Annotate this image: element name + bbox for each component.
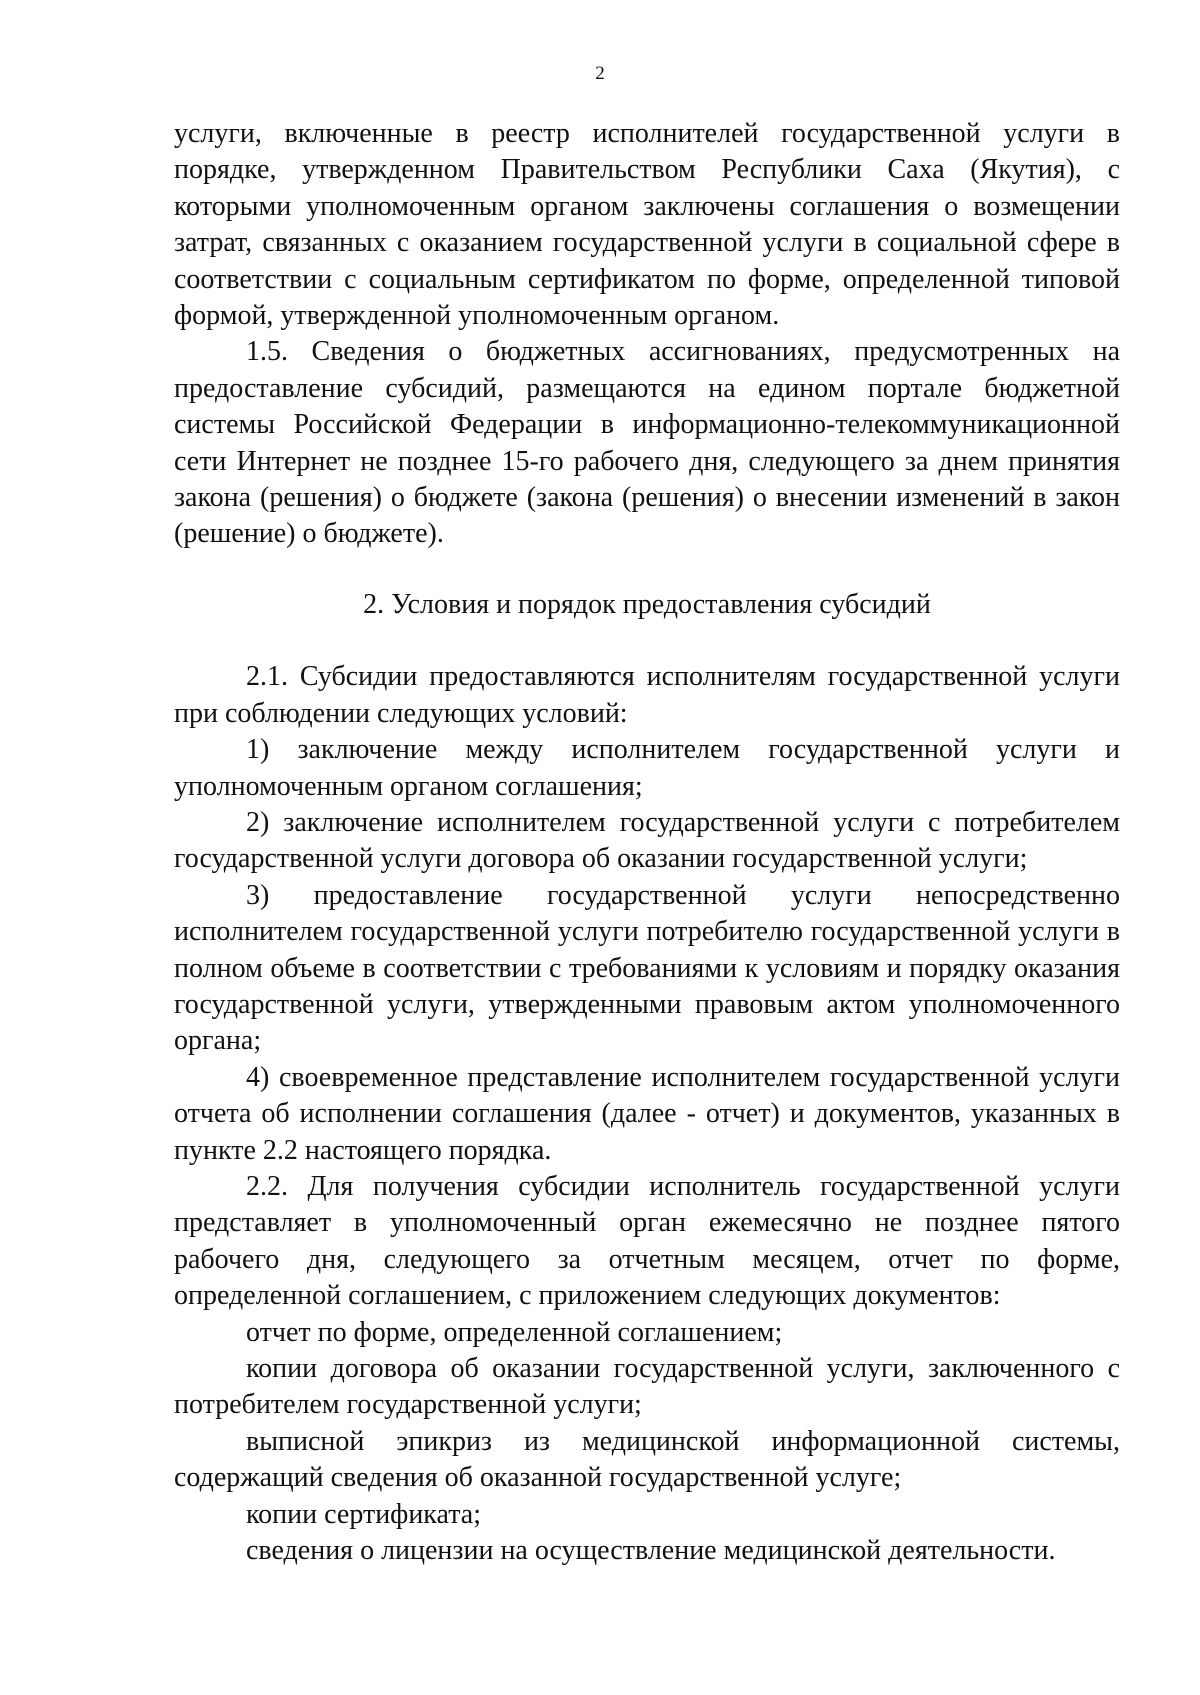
condition-4: 4) своевременное представление исполнителем государственной услуги отчета об исполнении соглашения (далее - отчет) и документов, указанных в пункте 2.2 настоящего порядка.	[174, 1061, 1120, 1166]
document-item-license-info: сведения о лицензии на осуществление медицинской деятельности.	[246, 1535, 1056, 1567]
page-number: 2	[595, 63, 605, 84]
condition-3: 3) предоставление государственной услуги непосредственно исполнителем государственной услуги потребителю государственной услуги в полном объеме в соответствии с требованиями к условиям и порядку оказания государственной услуги, утвержденными правовым актом уполномоченного органа;	[174, 879, 1120, 1057]
document-item-epicrisis: выписной эпикриз из медицинской информационной системы, содержащий сведения об оказанной государственной услуге;	[174, 1425, 1120, 1494]
section-heading: 2. Условия и порядок предоставления субсидий	[363, 588, 931, 620]
document-item-contract-copies: копии договора об оказании государственной услуги, заключенного с потребителем государственной услуги;	[174, 1353, 1120, 1421]
paragraph-continuation: услуги, включенные в реестр исполнителей государственной услуги в порядке, утвержденном Правительством Республики Саха (Якутия), с которыми уполномоченным органом заключены соглашения о возмещении затрат, связанных с оказанием государственной услуги в социальной сфере в соответствии с социальным сертификатом по форме, определенной типовой формой, утвержденной уполномоченным органом.	[174, 118, 1120, 332]
document-item-report: отчет по форме, определенной соглашением;	[246, 1316, 783, 1348]
condition-2: 2) заключение исполнителем государственной услуги с потребителем государственной услуги договора об оказании государственной услуги;	[174, 806, 1120, 875]
condition-1: 1) заключение между исполнителем государственной услуги и уполномоченным органом соглашения;	[174, 734, 1120, 802]
paragraph-2-2: 2.2. Для получения субсидии исполнитель государственной услуги представляет в уполномоченный орган ежемесячно не позднее пятого рабочего дня, следующего за отчетным месяцем, отчет по форме, определенной соглашением, с приложением следующих документов:	[174, 1170, 1120, 1312]
paragraph-2-1: 2.1. Субсидии предоставляются исполнителям государственной услуги при соблюдении следующих условий:	[174, 661, 1120, 729]
paragraph-1-5: 1.5. Сведения о бюджетных ассигнованиях, предусмотренных на предоставление субсидий, размещаются на едином портале бюджетной системы Российской Федерации в информационно-телекоммуникационной сети Интернет не позднее 15-го рабочего дня, следующего за днем принятия закона (решения) о бюджете (закона (решения) о внесении изменений в закон (решение) о бюджете).	[174, 336, 1120, 550]
document-body	[174, 116, 1120, 1569]
document-item-certificate-copies: копии сертификата;	[246, 1498, 481, 1530]
